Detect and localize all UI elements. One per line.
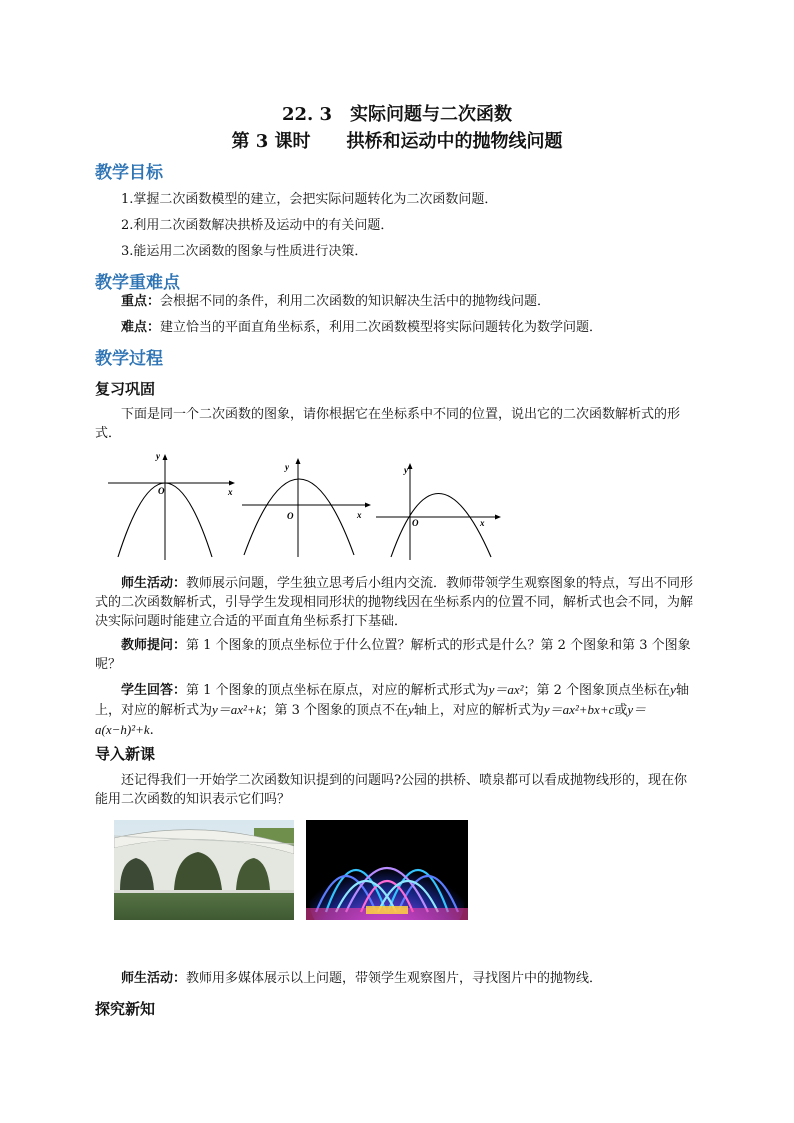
difficult-label: 难点： [121,320,161,335]
formula-4: y＝a(x−h)²+k [95,702,647,737]
teacher-activity-2-paragraph [95,969,695,988]
y-axis-arrow [408,463,413,469]
teacher-activity-2-text: 教师用多媒体展示以上问题，带领学生观察图片，寻找图片中的抛物线． [186,971,603,986]
formula-1: y＝ax² [488,682,524,697]
objective-item-3: 3.能运用二次函数的图象与性质进行决策． [121,244,368,259]
y-axis-label: y [156,452,160,461]
parabola-graph-2 [240,455,378,560]
x-axis-arrow [365,503,371,508]
origin-label: O [158,486,165,496]
objective-item-2: 2.利用二次函数解决拱桥及运动中的有关问题． [121,218,394,233]
x-axis-arrow [495,515,501,520]
y-axis-arrow [163,454,168,460]
y-axis-label: y [404,465,408,475]
key-points-heading: 教学重难点 [95,273,180,293]
formula-2: y＝ax²+k [212,702,262,717]
student-answer-text-2: ；第 2 个图象顶点坐标在 [523,683,671,698]
y-axis-arrow [296,458,301,464]
teacher-activity-paragraph [95,574,695,631]
explore-heading: 探究新知 [95,1000,156,1018]
student-answer-text-3: 轴上，对应的解析式为 [95,683,689,718]
student-answer-text-5: 轴上，对应的解析式为 [413,703,544,718]
y-axis-word-2: y [408,702,414,717]
student-answer-paragraph [95,680,695,740]
process-heading: 教学过程 [95,349,163,369]
difficult-point-line [121,318,602,337]
y-axis-word-1: y [670,682,676,697]
key-text: 会根据不同的条件，利用二次函数的知识解决生活中的抛物线问题． [160,294,551,309]
teacher-question-paragraph [95,636,695,674]
review-paragraph: 下面是同一个二次函数的图象，请你根据它在坐标系中不同的位置，说出它的二次函数解析式的形式． [95,407,681,441]
teacher-activity-label: 师生活动： [121,576,187,591]
difficult-text: 建立恰当的平面直角坐标系，利用二次函数模型将实际问题转化为数学问题． [160,320,603,335]
x-axis-arrow [229,481,235,486]
arch-bridge-photo [114,820,294,920]
key-point-line [121,292,550,311]
formula-3: y＝ax²+bx+c [543,702,615,717]
x-axis-label: x [480,518,485,528]
x-axis-label: x [357,510,362,520]
parabola-curve [244,479,354,555]
origin-label: O [412,518,419,528]
lesson-title: 22. 3 实际问题与二次函数 [281,104,513,125]
origin-label: O [287,511,294,521]
objectives-heading: 教学目标 [95,163,163,183]
review-heading: 复习巩固 [95,380,156,398]
student-answer-text-1: 第 1 个图象的顶点坐标在原点，对应的解析式形式为 [186,683,489,698]
y-axis-label: y [285,462,289,472]
parabola-curve [391,494,491,558]
student-answer-end: . [149,723,154,738]
parabola-graph-1 [108,452,242,562]
objective-item-1: 1.掌握二次函数模型的建立，会把实际问题转化为二次函数问题． [121,192,498,207]
parabola-graph-3 [374,460,506,560]
intro-paragraph: 还记得我们一开始学二次函数知识提到的问题吗?公园的拱桥、喷泉都可以看成抛物线形的，现在你能用二次函数的知识表示它们吗？ [95,773,687,807]
teacher-question-label: 教师提问： [121,638,187,653]
teacher-question-text: 第 1 个图象的顶点坐标位于什么位置？解析式的形式是什么？第 2 个图象和第 3 个图象呢？ [95,638,691,672]
x-axis-label: x [228,487,233,497]
key-label: 重点： [121,294,161,309]
intro-heading: 导入新课 [95,745,156,763]
student-answer-text-4: ；第 3 个图象的顶点不在 [261,703,409,718]
teacher-activity-text: 教师展示问题，学生独立思考后小组内交流．教师带领学生观察图象的特点，写出不同形式的二次函数解析式，引导学生发现相同形状的抛物线因在坐标系内的位置不同，解析式也会不同，为解决实际问题时能建立合适的平面直角坐标系打下基础． [95,576,694,629]
lesson-subtitle: 第 3 课时 拱桥和运动中的抛物线问题 [231,131,563,152]
student-answer-text-6: 或 [614,703,628,718]
student-answer-label: 学生回答： [121,683,187,698]
teacher-activity-2-label: 师生活动： [121,971,187,986]
fountain-photo [306,820,468,920]
